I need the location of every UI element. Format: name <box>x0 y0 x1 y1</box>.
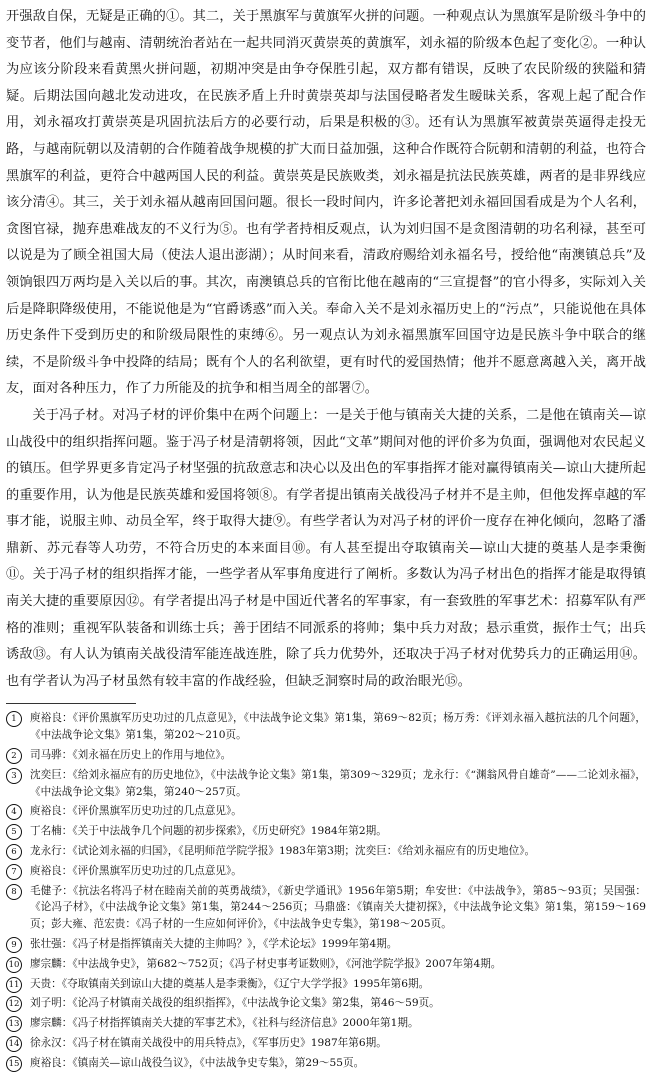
footnote-text: 司马骅：《刘永福在历史上的作用与地位》。 <box>30 749 232 762</box>
footnote-number: 6 <box>6 844 22 860</box>
footnote-number: 5 <box>6 824 22 840</box>
footnote-text: 天贵：《夺取镇南关到谅山大捷的奠基人是李秉衡》，《辽宁大学学报》1995年第6期。 <box>30 977 430 990</box>
footnote <box>6 823 646 840</box>
footnote-number: 11 <box>6 977 22 993</box>
footnote-number: 4 <box>6 804 22 820</box>
footnote-text: 徐永汉：《冯子材在镇南关战役中的用兵特点》，《军事历史》1987年第6期。 <box>30 1036 387 1049</box>
footnote-number: 10 <box>6 957 22 973</box>
footnote-number: 12 <box>6 996 22 1012</box>
footnote-number: 14 <box>6 1036 22 1052</box>
footnote-text: 廖宗麟：《冯子材指挥镇南关大捷的军事艺术》，《社科与经济信息》2000年第1期。 <box>30 1017 419 1030</box>
footnote <box>6 936 646 953</box>
footnote-text: 庾裕良：《评价黑旗军历史功过的几点意见》。 <box>30 805 242 818</box>
footnote-number: 1 <box>6 711 22 727</box>
footnote-number: 3 <box>6 768 22 784</box>
footnote <box>6 843 646 860</box>
footnote-number: 15 <box>6 1056 22 1072</box>
footnote-text: 廖宗麟：《中法战争史》，第682～752页；《冯子材史事考证数则》，《河池学院学报》2007年第4期。 <box>30 957 502 970</box>
footnote-text: 刘子明：《论冯子材镇南关战役的组织指挥》，《中法战争论文集》第2集，第46～59页。 <box>30 997 440 1010</box>
footnote-text: 庾裕良：《评价黑旗军历史功过的几点意见》。 <box>30 864 242 877</box>
footnote <box>6 995 646 1012</box>
footnote <box>6 710 646 744</box>
footnote-text: 毛健予：《抗法名将冯子材在睦南关前的英勇战绩》，《新史学通讯》1956年第5期；牟安世：《中法战争》，第85～93页；吴国强：《论冯子材》，《中法战争论文集》第1集，第244～256页；马鼎盛：《镇南关大捷初探》，《中法战争论文集》第1集，第159～169页；彭大雍、范宏贵：《冯子材的一生应如何评价》，《中法战争史专集》，第198～205页。 <box>30 884 646 931</box>
footnote-text: 龙永行：《试论刘永福的归国》，《昆明师范学院学报》1983年第3期；沈奕巨：《给刘永福应有的历史地位》。 <box>30 845 536 858</box>
footnote-text: 庾裕良：《镇南关—谅山战役刍议》，《中法战争史专集》，第29～55页。 <box>30 1056 365 1069</box>
footnote <box>6 767 646 801</box>
footnote-number: 9 <box>6 937 22 953</box>
footnote <box>6 1035 646 1052</box>
footnote-number: 2 <box>6 748 22 764</box>
main-text <box>6 4 646 695</box>
footnote-number: 8 <box>6 884 22 900</box>
footnote <box>6 747 646 764</box>
footnote <box>6 883 646 933</box>
footnote <box>6 956 646 973</box>
footnotes <box>6 710 646 1071</box>
footnote-text: 庾裕良：《评价黑旗军历史功过的几点意见》，《中法战争论文集》第1集，第69～82页；杨万秀：《评刘永福入越抗法的几个问题》，《中法战争论文集》第1集，第202～210页。 <box>30 712 646 742</box>
footnote <box>6 863 646 880</box>
footnote-text: 张壮强：《冯子材是指挥镇南关大捷的主帅吗？》，《学术论坛》1999年第4期。 <box>30 938 398 950</box>
paragraph-2: 关于冯子材。对冯子材的评价集中在两个问题上：一是关于他与镇南关大捷的关系，二是他在镇南关—谅山战役中的组织指挥问题。鉴于冯子材是清朝将领，因此“文革”期间对他的评价多为负面，强调他对农民起义的镇压。但学界更多肯定冯子材坚强的抗敌意志和决心以及出色的军事指挥才能对赢得镇南关—谅山大捷所起的重要作用，认为他是民族英雄和爱国将领⑧。有学者提出镇南关战役冯子材并不是主帅，但他发挥卓越的军事才能，说服主帅、动员全军，终于取得大捷⑨。有些学者认为对冯子材的评价一度存在神化倾向，忽略了潘鼎新、苏元春等人功劳，不符合历史的本来面目⑩。有人甚至提出夺取镇南关—谅山大捷的奠基人是李秉衡⑪。关于冯子材的组织指挥才能，一些学者从军事角度进行了阐析。多数认为冯子材出色的指挥才能是取得镇南关大捷的重要原因⑫。有学者提出冯子材是中国近代著名的军事家，有一套致胜的军事艺术：招募军队有严格的准则；重视军队装备和训练士兵；善于团结不同派系的将帅；集中兵力对敌；悬示重赏，振作士气；出兵诱敌⑬。有人认为镇南关战役清军能连战连胜，除了兵力优势外，还取决于冯子材对优势兵力的正确运用⑭。也有学者认为冯子材虽然有较丰富的作战经验，但缺乏洞察时局的政治眼光⑮。 <box>6 407 646 689</box>
document-page <box>6 4 646 1075</box>
footnote-separator <box>6 703 136 704</box>
footnote <box>6 803 646 820</box>
footnote-number: 7 <box>6 864 22 880</box>
footnote <box>6 1055 646 1072</box>
footnote-text: 沈奕巨：《给刘永福应有的历史地位》，《中法战争论文集》第1集，第309～329页；龙永行：《“渊翁风骨自雄奇”——二论刘永福》，《中法战争论文集》第2集，第240～257页。 <box>30 768 646 798</box>
footnote <box>6 1015 646 1032</box>
footnote-number: 13 <box>6 1016 22 1032</box>
paragraph-1: 开强敌自保，无疑是正确的①。其二，关于黑旗军与黄旗军火拼的问题。一种观点认为黑旗军是阶级斗争中的变节者，他们与越南、清朝统治者站在一起共同消灭黄崇英的黄旗军，刘永福的阶级本色起了变化②。一种认为应该分阶段来看黄黑火拼问题，初期冲突是由争夺保胜引起，双方都有错误，反映了农民阶级的狭隘和猜疑。后期法国向越北发动进攻，在民族矛盾上升时黄崇英却与法国侵略者发生暧昧关系，客观上起了配合作用，刘永福攻打黄崇英是巩固抗法后方的必要行动，后果是积极的③。还有认为黑旗军被黄崇英逼得走投无路，与越南阮朝以及清朝的合作随着战争规模的扩大而日益加强，这种合作既符合阮朝和清朝的利益，也符合黑旗军的利益，更符合中越两国人民的利益。黄崇英是民族败类，刘永福是抗法民族英雄，两者的是非界线应该分清④。其三，关于刘永福从越南回国问题。很长一段时间内，许多论著把刘永福回国看成是为个人名利，贪图官禄，抛弃患难战友的不义行为⑤。也有学者持相反观点，认为刘归国不是贪图清朝的功名利禄，甚至可以说是为了顾全祖国大局（使法人退出澎湖）；从时间来看，清政府赐给刘永福名号，授给他“南澳镇总兵”及领饷银四万两均是入关以后的事。其次，南澳镇总兵的官衔比他在越南的“三宣提督”的官小得多，实际刘入关后是降职降级使用，不能说他是为“官爵诱惑”而入关。奉命入关不是刘永福历史上的“污点”，只能说他在具体历史条件下受到历史的和阶级局限性的束缚⑥。另一观点认为刘永福黑旗军回国守边是民族斗争中联合的继续，不是阶级斗争中投降的结局；既有个人的名利欲望，更有时代的爱国热情；他并不愿意离越入关，离开战友，面对各种压力，作了力所能及的抗争和相当周全的部署⑦。 <box>6 9 646 397</box>
footnote-text: 丁名楠：《关于中法战争几个问题的初步探索》，《历史研究》1984年第2期。 <box>30 825 387 838</box>
